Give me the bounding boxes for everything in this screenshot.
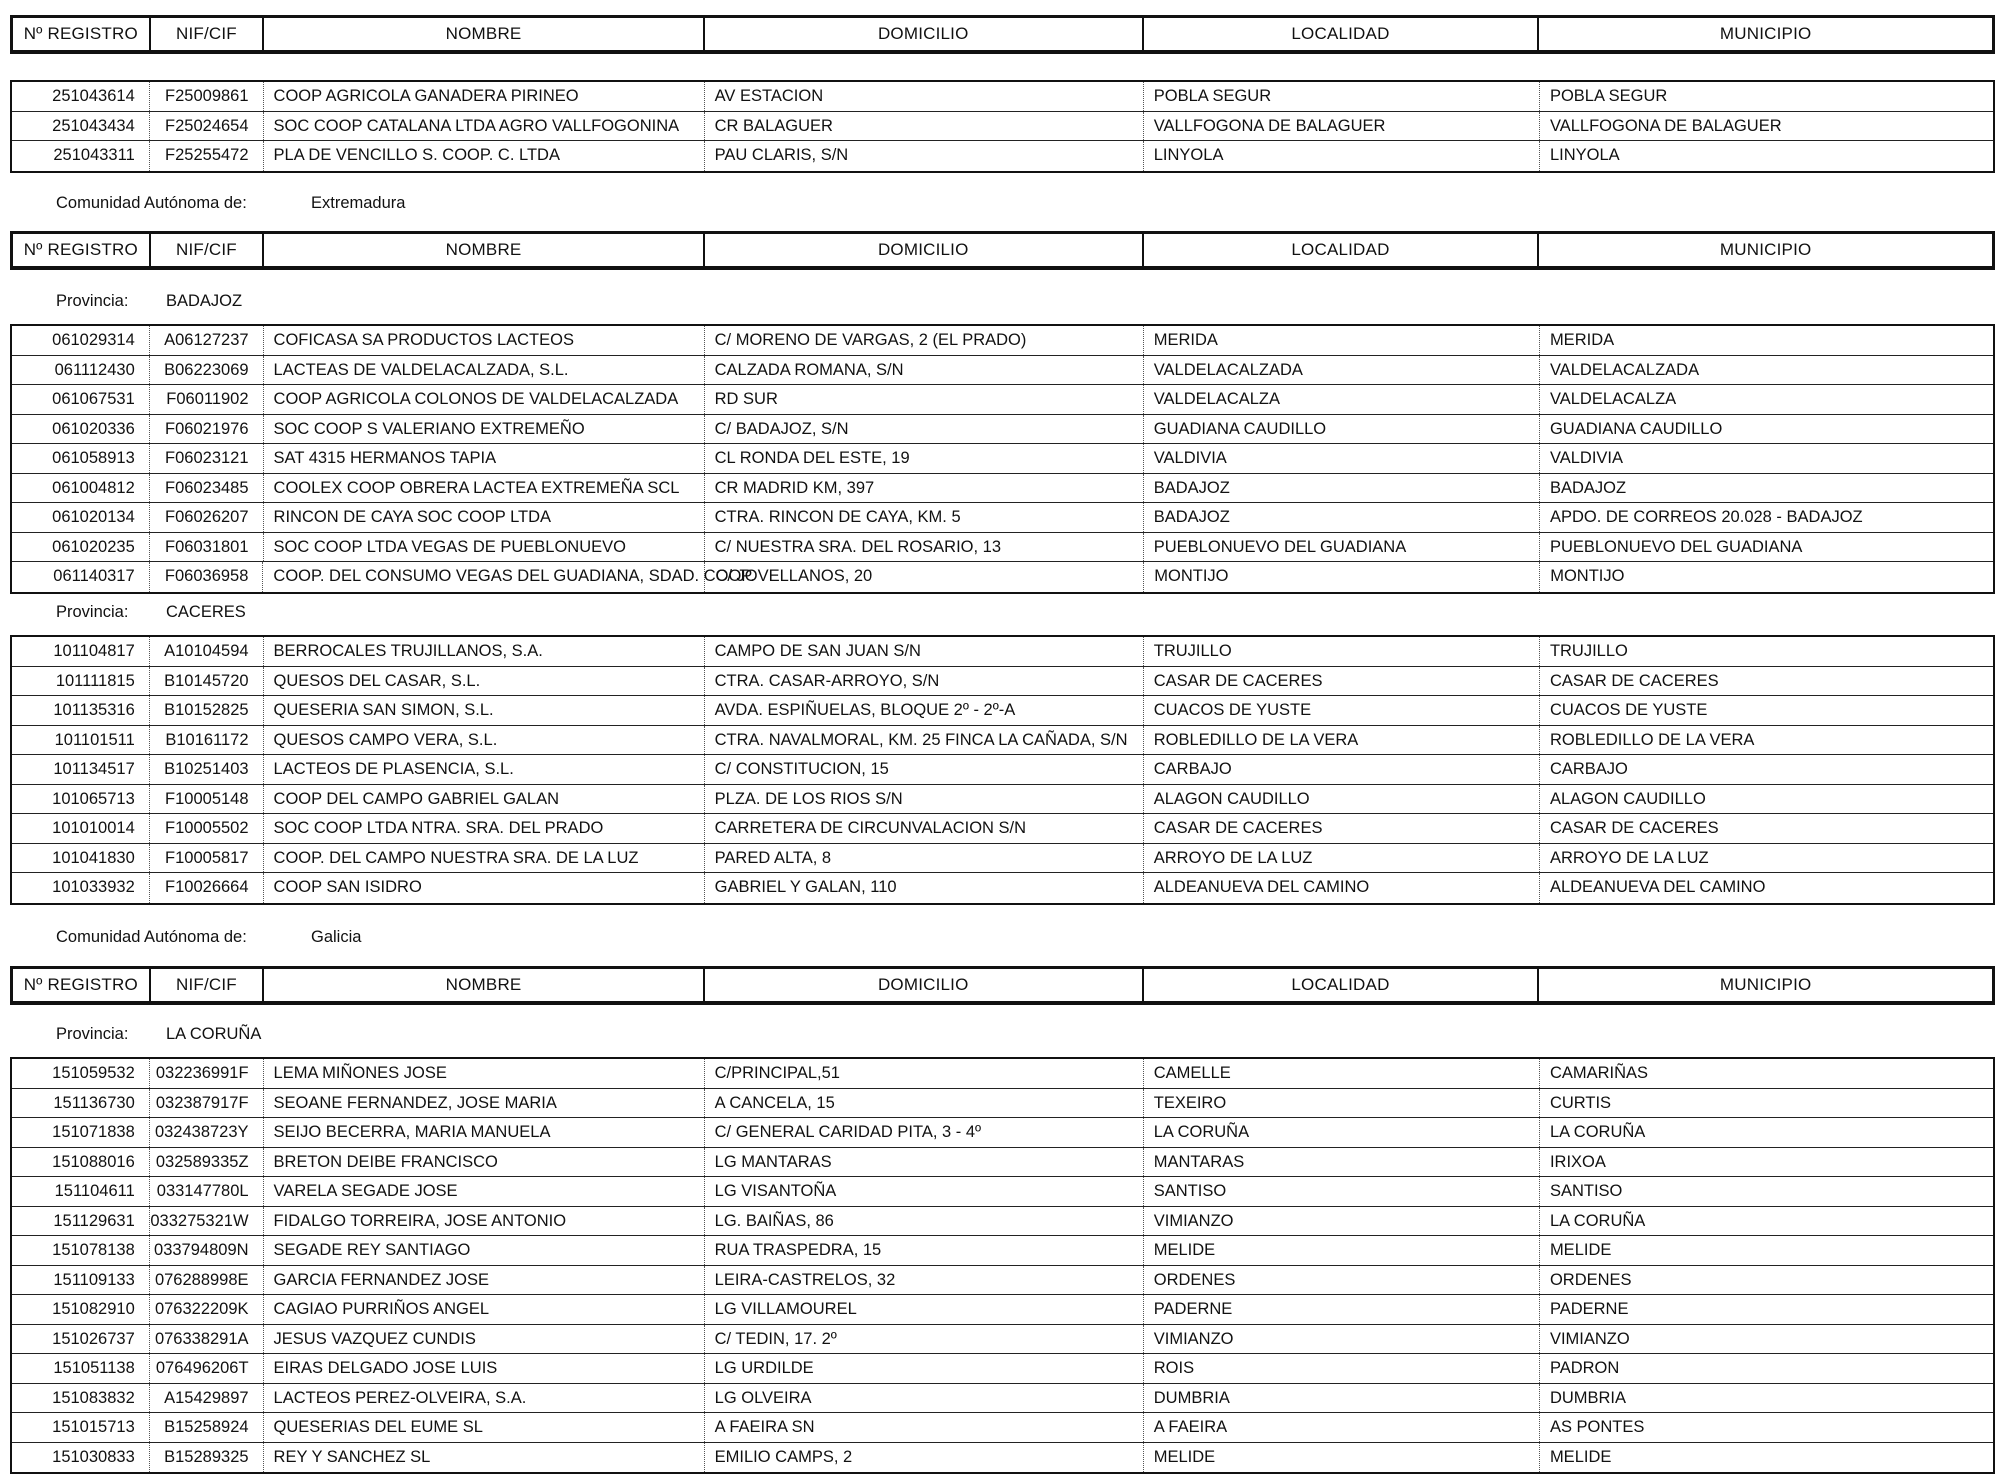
cell-nif: F06023121 <box>150 444 264 473</box>
cell-domicilio: CARRETERA DE CIRCUNVALACION S/N <box>705 814 1144 843</box>
table-row <box>12 1354 1993 1384</box>
column-header-localidad: LOCALIDAD <box>1144 18 1540 50</box>
cell-municipio: PUEBLONUEVO DEL GUADIANA <box>1549 537 1803 556</box>
cell-registro: 151015713 <box>12 1413 150 1442</box>
cell-municipio: ALDEANUEVA DEL CAMINO <box>1549 878 1766 896</box>
column-header-nif: NIF/CIF <box>151 18 265 50</box>
cell-nombre: COOP. DEL CAMPO NUESTRA SRA. DE LA LUZ <box>264 844 705 873</box>
cell-municipio: SANTISO <box>1549 1182 1623 1200</box>
cell-registro: 151051138 <box>12 1354 150 1383</box>
cell-localidad: DUMBRIA <box>1144 1384 1540 1413</box>
cell-nif: 076288998E <box>150 1266 264 1295</box>
cell-nif: 033794809N <box>150 1236 264 1265</box>
cell-nif: 076338291A <box>150 1325 264 1354</box>
cell-nombre: COOP AGRICOLA COLONOS DE VALDELACALZADA <box>264 385 705 414</box>
cell-localidad: MANTARAS <box>1144 1148 1540 1177</box>
cell-registro: 101134517 <box>12 755 150 784</box>
cell-domicilio: AV ESTACION <box>705 82 1144 111</box>
cell-localidad: A FAEIRA <box>1144 1413 1540 1442</box>
cell-domicilio: A FAEIRA SN <box>705 1413 1144 1442</box>
cell-nombre: COOP DEL CAMPO GABRIEL GALAN <box>264 785 705 814</box>
table-row <box>12 533 1993 563</box>
cell-nif: 076496206T <box>150 1354 264 1383</box>
cell-domicilio: AVDA. ESPIÑUELAS, BLOQUE 2º - 2º-A <box>705 696 1144 725</box>
cell-municipio: POBLA SEGUR <box>1549 87 1668 105</box>
cell-domicilio: A CANCELA, 15 <box>705 1089 1144 1118</box>
province-label: Provincia: <box>56 1025 129 1043</box>
community-label: Comunidad Autónoma de: <box>56 928 247 946</box>
cell-nif: F10005148 <box>150 785 264 814</box>
cell-registro: 061029314 <box>12 326 150 355</box>
table-row <box>12 385 1993 415</box>
cell-municipio: IRIXOA <box>1549 1152 1606 1171</box>
cell-nombre: LACTEAS DE VALDELACALZADA, S.L. <box>264 356 705 385</box>
cell-registro: 251043614 <box>12 82 150 111</box>
cell-nif: F25024654 <box>150 112 264 141</box>
cell-localidad: VALDIVIA <box>1144 444 1540 473</box>
data-table <box>10 1057 1995 1474</box>
cell-nif: A10104594 <box>150 637 264 666</box>
cell-registro: 151026737 <box>12 1325 150 1354</box>
cell-municipio: CASAR DE CACERES <box>1549 819 1719 837</box>
cell-registro: 101033932 <box>12 873 150 903</box>
column-header-registro: Nº REGISTRO <box>13 234 151 266</box>
cell-domicilio: PLZA. DE LOS RIOS S/N <box>705 785 1144 814</box>
cell-registro: 101101511 <box>12 726 150 755</box>
cell-localidad: GUADIANA CAUDILLO <box>1144 415 1540 444</box>
province-name: LA CORUÑA <box>166 1025 262 1043</box>
cell-domicilio: CR MADRID KM, 397 <box>705 474 1144 503</box>
table-row <box>12 1295 1993 1325</box>
table-row <box>12 82 1993 112</box>
cell-nombre: COOLEX COOP OBRERA LACTEA EXTREMEÑA SCL <box>264 474 705 503</box>
community-name: Extremadura <box>311 194 406 212</box>
data-table <box>10 324 1995 594</box>
cell-nif: 032236991F <box>150 1059 264 1088</box>
cell-registro: 101104817 <box>12 637 150 666</box>
cell-localidad: MONTIJO <box>1144 562 1540 592</box>
table-row <box>12 873 1993 903</box>
cell-nif: A15429897 <box>150 1384 264 1413</box>
cell-registro: 251043311 <box>12 141 150 171</box>
table-row <box>12 785 1993 815</box>
cell-nif: F06011902 <box>150 385 264 414</box>
cell-domicilio: LG VISANTOÑA <box>705 1177 1144 1206</box>
cell-localidad: TEXEIRO <box>1144 1089 1540 1118</box>
cell-nif: F25255472 <box>150 141 264 171</box>
cell-nombre: SOC COOP S VALERIANO EXTREMEÑO <box>264 415 705 444</box>
table-row <box>12 474 1993 504</box>
cell-municipio: APDO. DE CORREOS 20.028 - BADAJOZ <box>1549 508 1863 526</box>
table-row <box>12 1059 1993 1089</box>
cell-localidad: CAMELLE <box>1144 1059 1540 1088</box>
cell-municipio: VALDELACALZA <box>1549 390 1677 408</box>
cell-nombre: QUESERIA SAN SIMON, S.L. <box>264 696 705 725</box>
table-row <box>12 755 1993 785</box>
cell-localidad: VIMIANZO <box>1144 1325 1540 1354</box>
cell-municipio: MERIDA <box>1549 331 1615 349</box>
table-row <box>12 814 1993 844</box>
cell-nombre: SOC COOP LTDA VEGAS DE PUEBLONUEVO <box>264 533 705 562</box>
cell-localidad: CARBAJO <box>1144 755 1540 784</box>
cell-nombre: CAGIAO PURRIÑOS ANGEL <box>264 1295 705 1324</box>
cell-nif: B10161172 <box>150 726 264 755</box>
cell-nombre: SOC COOP LTDA NTRA. SRA. DEL PRADO <box>264 814 705 843</box>
table-header <box>10 966 1995 1005</box>
cell-nif: F10005502 <box>150 814 264 843</box>
cell-nombre: QUESOS DEL CASAR, S.L. <box>264 667 705 696</box>
community-name: Galicia <box>311 928 362 946</box>
cell-domicilio: LG VILLAMOUREL <box>705 1295 1144 1324</box>
cell-localidad: SANTISO <box>1144 1177 1540 1206</box>
community-label: Comunidad Autónoma de: <box>56 194 247 212</box>
cell-domicilio: CTRA. CASAR-ARROYO, S/N <box>705 667 1144 696</box>
cell-domicilio: RD SUR <box>705 385 1144 414</box>
province-label: Provincia: <box>56 603 129 621</box>
cell-localidad: LINYOLA <box>1144 141 1540 171</box>
cell-nif: F06031801 <box>150 533 264 562</box>
cell-municipio: DUMBRIA <box>1549 1388 1627 1407</box>
table-row <box>12 1266 1993 1296</box>
cell-registro: 061020336 <box>12 415 150 444</box>
column-header-localidad: LOCALIDAD <box>1144 234 1540 266</box>
cell-nombre: SOC COOP CATALANA LTDA AGRO VALLFOGONINA <box>264 112 705 141</box>
cell-registro: 151059532 <box>12 1059 150 1088</box>
column-header-localidad: LOCALIDAD <box>1144 969 1540 1001</box>
cell-localidad: CUACOS DE YUSTE <box>1144 696 1540 725</box>
cell-localidad: ARROYO DE LA LUZ <box>1144 844 1540 873</box>
cell-domicilio: CAMPO DE SAN JUAN S/N <box>705 637 1144 666</box>
cell-municipio: MONTIJO <box>1550 567 1625 585</box>
cell-registro: 061112430 <box>12 356 150 385</box>
cell-nif: B15289325 <box>150 1443 264 1473</box>
cell-nif: F10026664 <box>150 873 264 903</box>
cell-domicilio: CL RONDA DEL ESTE, 19 <box>705 444 1144 473</box>
cell-domicilio: GABRIEL Y GALAN, 110 <box>705 873 1144 903</box>
cell-nombre: COOP SAN ISIDRO <box>264 873 705 903</box>
cell-registro: 061020235 <box>12 533 150 562</box>
cell-nif: F06023485 <box>150 474 264 503</box>
cell-domicilio: PARED ALTA, 8 <box>705 844 1144 873</box>
cell-domicilio: RUA TRASPEDRA, 15 <box>705 1236 1144 1265</box>
cell-municipio: PADRON <box>1549 1359 1620 1377</box>
cell-municipio: ORDENES <box>1549 1270 1632 1289</box>
cell-localidad: BADAJOZ <box>1144 503 1540 532</box>
cell-municipio: CARBAJO <box>1549 760 1628 778</box>
cell-nif: F06036958 <box>150 562 264 592</box>
cell-localidad: ORDENES <box>1144 1266 1540 1295</box>
cell-registro: 061067531 <box>12 385 150 414</box>
cell-domicilio: CALZADA ROMANA, S/N <box>705 356 1144 385</box>
cell-localidad: PADERNE <box>1144 1295 1540 1324</box>
cell-localidad: MELIDE <box>1144 1443 1540 1473</box>
cell-municipio: LA CORUÑA <box>1549 1211 1646 1230</box>
cell-nif: 032387917F <box>150 1089 264 1118</box>
column-header-domicilio: DOMICILIO <box>705 234 1144 266</box>
cell-nif: 032438723Y <box>150 1118 264 1147</box>
cell-localidad: BADAJOZ <box>1144 474 1540 503</box>
table-row <box>12 1236 1993 1266</box>
cell-nombre: QUESOS CAMPO VERA, S.L. <box>264 726 705 755</box>
cell-municipio: MELIDE <box>1549 1447 1612 1466</box>
cell-municipio: ARROYO DE LA LUZ <box>1549 848 1709 867</box>
column-header-municipio: MUNICIPIO <box>1719 24 1812 43</box>
cell-domicilio: C/ NUESTRA SRA. DEL ROSARIO, 13 <box>705 533 1144 562</box>
cell-registro: 061020134 <box>12 503 150 532</box>
cell-domicilio: LG. BAIÑAS, 86 <box>705 1207 1144 1236</box>
cell-municipio: CURTIS <box>1549 1093 1612 1112</box>
cell-nombre: SAT 4315 HERMANOS TAPIA <box>264 444 705 473</box>
cell-nif: 032589335Z <box>150 1148 264 1177</box>
cell-nombre: EIRAS DELGADO JOSE LUIS <box>264 1354 705 1383</box>
cell-municipio: AS PONTES <box>1549 1418 1645 1436</box>
column-header-nombre: NOMBRE <box>264 234 705 266</box>
cell-localidad: PUEBLONUEVO DEL GUADIANA <box>1144 533 1540 562</box>
table-row <box>12 562 1993 592</box>
cell-registro: 151104611 <box>12 1177 150 1206</box>
column-header-nif: NIF/CIF <box>151 234 265 266</box>
cell-nif: F06021976 <box>150 415 264 444</box>
cell-localidad: ALDEANUEVA DEL CAMINO <box>1144 873 1540 903</box>
table-row <box>12 503 1993 533</box>
table-row <box>12 667 1993 697</box>
data-table <box>10 80 1995 173</box>
cell-municipio: PADERNE <box>1549 1300 1629 1318</box>
cell-nif: 033147780L <box>150 1177 264 1206</box>
cell-localidad: VIMIANZO <box>1144 1207 1540 1236</box>
cell-localidad: CASAR DE CACERES <box>1144 814 1540 843</box>
cell-registro: 151083832 <box>12 1384 150 1413</box>
cell-municipio: TRUJILLO <box>1549 642 1628 660</box>
cell-nombre: GARCIA FERNANDEZ JOSE <box>264 1266 705 1295</box>
cell-nif: B10152825 <box>150 696 264 725</box>
cell-nombre: FIDALGO TORREIRA, JOSE ANTONIO <box>264 1207 705 1236</box>
cell-municipio: BADAJOZ <box>1549 478 1627 497</box>
cell-localidad: ROIS <box>1144 1354 1540 1383</box>
cell-registro: 151071838 <box>12 1118 150 1147</box>
table-row <box>12 1089 1993 1119</box>
cell-nombre: SEIJO BECERRA, MARIA MANUELA <box>264 1118 705 1147</box>
table-row <box>12 726 1993 756</box>
cell-nif: B06223069 <box>150 356 264 385</box>
table-row <box>12 1413 1993 1443</box>
cell-nombre: PLA DE VENCILLO S. COOP. C. LTDA <box>264 141 705 171</box>
cell-nif: 076322209K <box>150 1295 264 1324</box>
table-row <box>12 415 1993 445</box>
cell-nombre: SEOANE FERNANDEZ, JOSE MARIA <box>264 1089 705 1118</box>
cell-domicilio: C/ JOVELLANOS, 20 <box>705 562 1144 592</box>
cell-municipio: MELIDE <box>1549 1241 1612 1259</box>
cell-localidad: VALDELACALZADA <box>1144 356 1540 385</box>
column-header-nombre: NOMBRE <box>264 18 705 50</box>
cell-nombre: LEMA MIÑONES JOSE <box>264 1059 705 1088</box>
cell-localidad: MELIDE <box>1144 1236 1540 1265</box>
cell-localidad: CASAR DE CACERES <box>1144 667 1540 696</box>
column-header-registro: Nº REGISTRO <box>13 18 151 50</box>
table-row <box>12 696 1993 726</box>
cell-municipio: ALAGON CAUDILLO <box>1549 789 1706 808</box>
cell-domicilio: PAU CLARIS, S/N <box>705 141 1144 171</box>
cell-domicilio: C/ GENERAL CARIDAD PITA, 3 - 4º <box>705 1118 1144 1147</box>
cell-domicilio: LG URDILDE <box>705 1354 1144 1383</box>
cell-localidad: TRUJILLO <box>1144 637 1540 666</box>
cell-domicilio: C/ MORENO DE VARGAS, 2 (EL PRADO) <box>705 326 1144 355</box>
table-row <box>12 326 1993 356</box>
cell-registro: 061140317 <box>12 562 150 592</box>
table-row <box>12 141 1993 171</box>
cell-domicilio: EMILIO CAMPS, 2 <box>705 1443 1144 1473</box>
cell-registro: 251043434 <box>12 112 150 141</box>
cell-nif: F10005817 <box>150 844 264 873</box>
cell-registro: 151136730 <box>12 1089 150 1118</box>
cell-nombre: JESUS VAZQUEZ CUNDIS <box>264 1325 705 1354</box>
cell-registro: 061058913 <box>12 444 150 473</box>
cell-nombre: QUESERIAS DEL EUME SL <box>264 1413 705 1442</box>
cell-registro: 151030833 <box>12 1443 150 1473</box>
cell-nombre: COOP AGRICOLA GANADERA PIRINEO <box>264 82 705 111</box>
table-row <box>12 356 1993 386</box>
cell-nombre: BRETON DEIBE FRANCISCO <box>264 1148 705 1177</box>
data-table <box>10 635 1995 905</box>
cell-registro: 151088016 <box>12 1148 150 1177</box>
cell-domicilio: C/ TEDIN, 17. 2º <box>705 1325 1144 1354</box>
cell-domicilio: LG MANTARAS <box>705 1148 1144 1177</box>
table-row <box>12 1148 1993 1178</box>
cell-nombre: LACTEOS PEREZ-OLVEIRA, S.A. <box>264 1384 705 1413</box>
table-row <box>12 1325 1993 1355</box>
cell-municipio: CAMARIÑAS <box>1549 1064 1649 1082</box>
province-label: Provincia: <box>56 292 129 310</box>
column-header-domicilio: DOMICILIO <box>705 969 1144 1001</box>
cell-registro: 101111815 <box>12 667 150 696</box>
cell-registro: 151082910 <box>12 1295 150 1324</box>
cell-localidad: VALLFOGONA DE BALAGUER <box>1144 112 1540 141</box>
table-row <box>12 1177 1993 1207</box>
cell-domicilio: C/ BADAJOZ, S/N <box>705 415 1144 444</box>
cell-municipio: CASAR DE CACERES <box>1549 671 1719 690</box>
cell-nombre: VARELA SEGADE JOSE <box>264 1177 705 1206</box>
province-name: BADAJOZ <box>166 292 243 310</box>
cell-municipio: ROBLEDILLO DE LA VERA <box>1549 730 1755 749</box>
cell-nif: B10251403 <box>150 755 264 784</box>
table-row <box>12 1384 1993 1414</box>
cell-municipio: VALDELACALZADA <box>1549 360 1700 379</box>
cell-registro: 151129631 <box>12 1207 150 1236</box>
cell-domicilio: LEIRA-CASTRELOS, 32 <box>705 1266 1144 1295</box>
cell-registro: 101135316 <box>12 696 150 725</box>
cell-localidad: POBLA SEGUR <box>1144 82 1540 111</box>
column-header-nif: NIF/CIF <box>151 969 265 1001</box>
cell-nif: A06127237 <box>150 326 264 355</box>
cell-municipio: CUACOS DE YUSTE <box>1549 701 1708 719</box>
cell-registro: 101065713 <box>12 785 150 814</box>
cell-nombre: BERROCALES TRUJILLANOS, S.A. <box>264 637 705 666</box>
cell-municipio: GUADIANA CAUDILLO <box>1549 419 1723 438</box>
cell-localidad: MERIDA <box>1144 326 1540 355</box>
cell-nombre: COOP. DEL CONSUMO VEGAS DEL GUADIANA, SDAD. COOP. <box>263 562 705 592</box>
cell-municipio: VALDIVIA <box>1549 449 1623 467</box>
cell-localidad: LA CORUÑA <box>1144 1118 1540 1147</box>
cell-municipio: LINYOLA <box>1549 146 1620 164</box>
table-row <box>12 1118 1993 1148</box>
cell-localidad: ROBLEDILLO DE LA VERA <box>1144 726 1540 755</box>
cell-domicilio: C/ CONSTITUCION, 15 <box>705 755 1144 784</box>
cell-nombre: SEGADE REY SANTIAGO <box>264 1236 705 1265</box>
column-header-municipio: MUNICIPIO <box>1719 975 1812 994</box>
table-header <box>10 15 1995 54</box>
cell-nombre: RINCON DE CAYA SOC COOP LTDA <box>264 503 705 532</box>
cell-nif: F25009861 <box>150 82 264 111</box>
cell-domicilio: CTRA. RINCON DE CAYA, KM. 5 <box>705 503 1144 532</box>
cell-registro: 151109133 <box>12 1266 150 1295</box>
column-header-registro: Nº REGISTRO <box>13 969 151 1001</box>
cell-domicilio: C/PRINCIPAL,51 <box>705 1059 1144 1088</box>
cell-nombre: REY Y SANCHEZ SL <box>264 1443 705 1473</box>
table-row <box>12 444 1993 474</box>
table-header <box>10 231 1995 270</box>
cell-registro: 101010014 <box>12 814 150 843</box>
column-header-domicilio: DOMICILIO <box>705 18 1144 50</box>
cell-localidad: ALAGON CAUDILLO <box>1144 785 1540 814</box>
table-row <box>12 112 1993 142</box>
cell-domicilio: CTRA. NAVALMORAL, KM. 25 FINCA LA CAÑADA, S/N <box>705 726 1144 755</box>
table-row <box>12 844 1993 874</box>
cell-registro: 101041830 <box>12 844 150 873</box>
cell-nif: 033275321W <box>150 1207 264 1236</box>
cell-municipio: VIMIANZO <box>1549 1329 1630 1348</box>
table-row <box>12 1207 1993 1237</box>
province-name: CACERES <box>166 603 246 621</box>
cell-domicilio: CR BALAGUER <box>705 112 1144 141</box>
cell-registro: 151078138 <box>12 1236 150 1265</box>
table-row <box>12 1443 1993 1473</box>
cell-domicilio: LG OLVEIRA <box>705 1384 1144 1413</box>
cell-registro: 061004812 <box>12 474 150 503</box>
table-row <box>12 637 1993 667</box>
cell-nif: B10145720 <box>150 667 264 696</box>
column-header-nombre: NOMBRE <box>264 969 705 1001</box>
cell-nif: B15258924 <box>150 1413 264 1442</box>
column-header-municipio: MUNICIPIO <box>1719 240 1812 259</box>
cell-nif: F06026207 <box>150 503 264 532</box>
cell-municipio: VALLFOGONA DE BALAGUER <box>1549 116 1782 135</box>
cell-localidad: VALDELACALZA <box>1144 385 1540 414</box>
cell-nombre: COFICASA SA PRODUCTOS LACTEOS <box>264 326 705 355</box>
cell-municipio: LA CORUÑA <box>1549 1123 1646 1141</box>
cell-nombre: LACTEOS DE PLASENCIA, S.L. <box>264 755 705 784</box>
